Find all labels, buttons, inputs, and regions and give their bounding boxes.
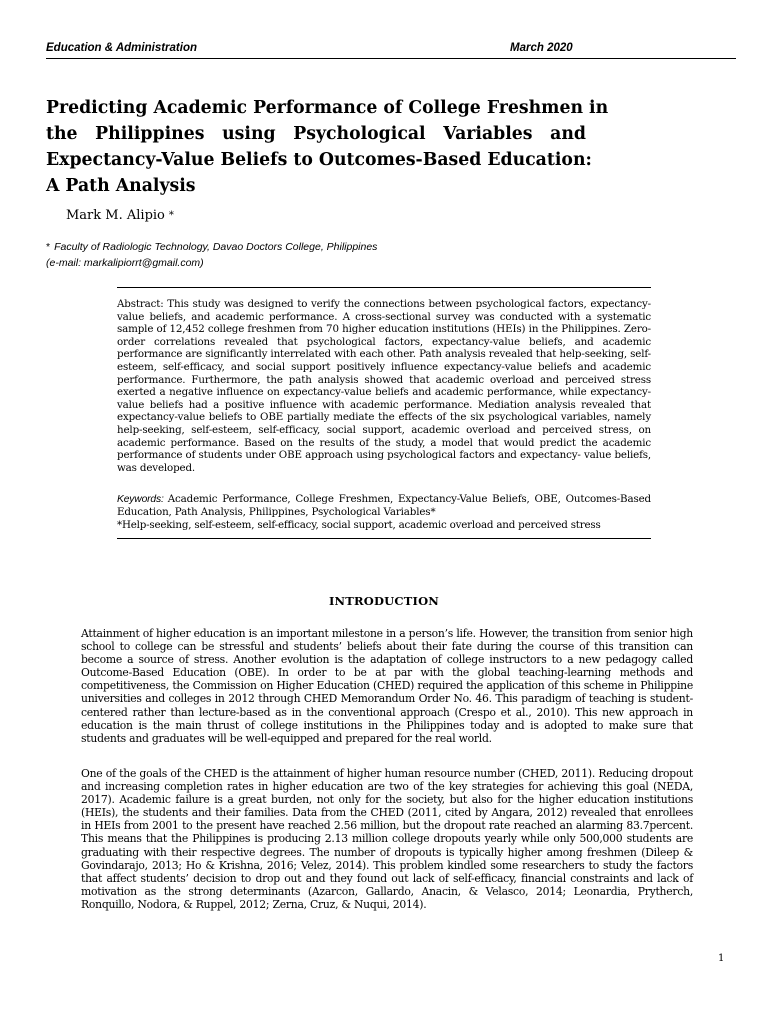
abstract: [117, 298, 651, 474]
page-number: 1: [718, 953, 725, 964]
affiliation: [46, 239, 566, 271]
issue-date: March 2020: [510, 42, 573, 54]
affiliation-institution: Faculty of Radiologic Technology, Davao Doctors College, Philippines: [54, 241, 378, 253]
abstract-text: This study was designed to verify the connections between psychological factors, expectancy-value beliefs, and academic performance. A cross-sectional survey was conducted with a systematic sample of 12,452 college freshmen from 70 higher education institutions (HEIs) in the Philippines. Zero-order correlations revealed that psychological factors, expectancy-value beliefs, and academic performance are significantly interrelated with each other. Path analysis revealed that help-seeking, self-esteem, self-efficacy, and social support positively influence expectancy-value beliefs and academic performance. Furthermore, the path analysis showed that academic overload and perceived stress exerted a negative influence on expectancy-value beliefs and academic performance, while expectancy-value beliefs had a positive influence with academic performance. Mediation analysis revealed that expectancy-value beliefs to OBE partially mediate the effects of the six psychological variables, namely help-seeking, self-esteem, self-efficacy, social support, academic overload and perceived stress, on academic performance. Based on the results of the study, a model that would predict the academic performance of students under OBE approach using psychological factors and expectancy- value beliefs, was developed.: [117, 298, 652, 474]
running-header: [46, 42, 736, 56]
section-heading: INTRODUCTION: [328, 594, 440, 608]
abstract-block: [117, 287, 651, 539]
abstract-label: Abstract:: [117, 298, 164, 310]
header-rule: [46, 58, 736, 59]
title-line: the Philippines using Psychological Variables and: [46, 124, 586, 144]
title-line: A Path Analysis: [46, 176, 196, 196]
author-line: [66, 208, 174, 223]
keywords-text: Academic Performance, College Freshmen, Expectancy-Value Beliefs, OBE, Outcomes-Based Education, Path Analysis, Philippines, Psychological Variables*: [117, 493, 651, 519]
keywords: [117, 493, 651, 519]
title-line: Expectancy-Value Beliefs to Outcomes-Based Education:: [46, 150, 592, 170]
abstract-bottom-rule: [117, 538, 651, 539]
body-paragraph: Attainment of higher education is an important milestone in a person’s life. However, the transition from senior high school to college can be stressful and students’ beliefs about their fate during the course of this transition can become a source of stress. Another evolution is the adaptation of college instructors to a new pedagogy called Outcome-Based Education (OBE). In order to be at par with the global teaching-learning methods and competitiveness, the Commission on Higher Education (CHED) required the application of this scheme in Philippine universities and colleges in 2012 through CHED Memorandum Order No. 46. This paradigm of teaching is student-centered rather than lecture-based as in the conventional approach (Crespo et al., 2010). This new approach in education is the main thrust of college institutions in the Philippines today and is adopted to make sure that students and graduates will be well-equipped and prepared for the real world.: [81, 627, 693, 745]
paper-title: [46, 95, 609, 199]
keywords-footnote: *Help-seeking, self-esteem, self-efficacy, social support, academic overload and perceived stress: [117, 519, 601, 532]
author-name: Mark M. Alipio: [66, 208, 165, 223]
author-marker: *: [168, 210, 174, 221]
affiliation-marker: *: [46, 241, 51, 253]
journal-name: Education & Administration: [46, 42, 197, 54]
body-paragraph: One of the goals of the CHED is the attainment of higher human resource number (CHED, 2011). Reducing dropout and increasing completion rates in higher education are two of the key strategies for achieving this goal (NEDA, 2017). Academic failure is a great burden, not only for the society, but also for the higher education institutions (HEIs), the students and their families. Data from the CHED (2011, cited by Angara, 2012) revealed that enrollees in HEIs from 2001 to the present have reached 2.56 million, but the dropout rate reached an alarming 83.7percent. This means that the Philippines is producing 2.13 million college dropouts yearly while only 500,000 students are graduating with their respective degrees. The number of dropouts is typically higher among freshmen (Dileep & Govindarajo, 2013; Ho & Krishna, 2016; Velez, 2014). This problem kindled some researchers to study the factors that affect students’ decision to drop out and they found out lack of self-efficacy, financial constraints and lack of motivation as the strong determinants (Azarcon, Gallardo, Anacin, & Velasco, 2014; Leonardia, Prytherch, Ronquillo, Nodora, & Ruppel, 2012; Zerna, Cruz, & Nuqui, 2014).: [81, 767, 693, 911]
keywords-label: Keywords:: [117, 494, 164, 506]
title-line: Predicting Academic Performance of College Freshmen in: [46, 98, 609, 118]
affiliation-email: (e-mail: markalipiorrt@gmail.com): [46, 257, 204, 269]
abstract-top-rule: [117, 287, 651, 288]
